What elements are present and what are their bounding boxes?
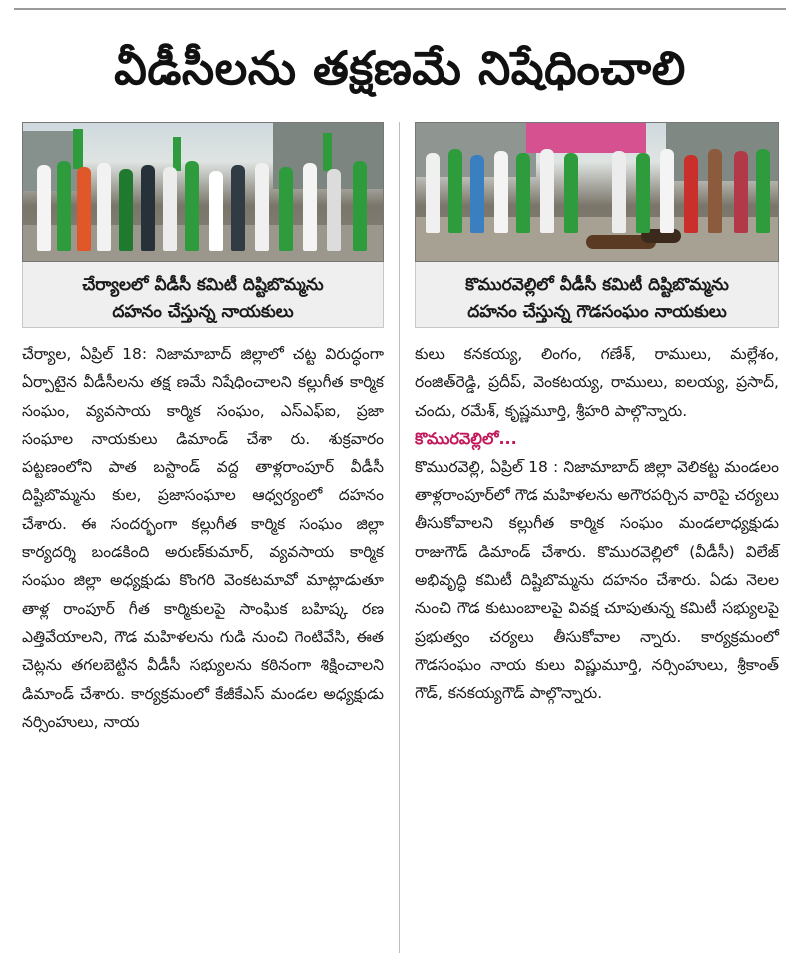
right-caption-line1: కొమురవెల్లిలో వీడీసీ కమిటీ దిష్టిబొమ్మను — [465, 275, 729, 295]
left-photo-caption — [22, 262, 384, 328]
top-rule — [14, 8, 786, 10]
right-photo-caption — [415, 262, 779, 328]
right-body-paragraph: కొమురవెల్లి, ఏప్రిల్ 18 : నిజామాబాద్ జిల్లా వెలికట్ట మండలం తాళ్లరాంపూర్‌లో గౌడ మహిళలను అగౌరపర్చిన వారిపై చర్యలు తీసుకోవాలని కల్లుగీత కార్మిక సంఘం మండలాధ్యక్షుడు రాజుగౌడ్ డిమాండ్ చేశారు. కొమురవెల్లిలో (వీడీసీ) విలేజ్ అభివృద్ధి కమిటీ దిష్టిబొమ్మను దహనం చేశారు. ఏడు నెలల నుంచి గౌడ కుటుంబాలపై వివక్ష చూపుతున్న కమిటీ సభ్యులపై ప్రభుత్వం చర్యలు తీసుకోవాల న్నారు. కార్యక్రమంలో గౌడసంఘం నాయ కులు విష్ణుమూర్తి, నర్సింహులు, శ్రీకాంత్ గౌడ్, కనకయ్యగౌడ్ పాల్గొన్నారు. — [415, 457, 779, 703]
right-body-continued: కులు కనకయ్య, లింగం, గణేశ్, రాములు, మల్లేశం, రంజిత్‌రెడ్డి, ప్రదీప్, వెంకటయ్య, రాములు, ఐలయ్య, ప్రసాద్, చందు, రమేశ్, కృష్ణమూర్తి, శ్రీహరి పాల్గొన్నారు. — [415, 345, 779, 420]
headline: వీడీసీలను తక్షణమే నిషేధించాలి — [114, 41, 686, 95]
right-subhead: కొమురవెల్లిలో... — [415, 428, 517, 448]
left-caption-line2: దహనం చేస్తున్న నాయకులు — [112, 302, 294, 322]
left-photo — [22, 122, 384, 262]
left-caption-line1: చేర్యాలలో వీడీసీ కమిటీ దిష్టిబొమ్మను — [82, 275, 324, 295]
left-body-paragraph: చేర్యాల, ఏప్రిల్ 18: నిజామాబాద్ జిల్లాలో చట్ట విరుద్ధంగా ఏర్పాటైన వీడీసీలను తక్ష ణమే నిషేధించాలని కల్లుగీత కార్మిక సంఘం, వ్యవసాయ కార్మిక సంఘం, ఎస్ఎఫ్ఐ, ప్రజా సంఘాల నాయకులు డిమాండ్ చేశా రు. శుక్రవారం పట్టణంలోని పాత బస్టాండ్ వద్ద తాళ్లరాంపూర్ వీడీసీ దిష్టిబొమ్మను కుల, ప్రజాసంఘాల ఆధ్వర్యంలో దహనం చేశారు. ఈ సందర్భంగా కల్లుగీత కార్మిక సంఘం జిల్లా కార్యదర్శి బండకింది అరుణ్‌కుమార్, వ్యవసాయ కార్మిక సంఘం జిల్లా అధ్యక్షుడు కొంగరి వెంకటమావో మాట్లాడుతూ తాళ్ల రాంపూర్ గీత కార్మికులపై సాంఘిక బహిష్క రణ ఎత్తివేయాలని, గౌడ మహిళలను గుడి నుంచి గెంటివేసి, ఈత చెట్లను తగలబెట్టిన వీడీసీ సభ్యులను కఠినంగా శిక్షించాలని డిమాండ్ చేశారు. కార్యక్రమంలో కేజీకేఎస్ మండల అధ్యక్షుడు నర్సింహులు, నాయ — [22, 345, 384, 731]
left-article-body — [22, 340, 384, 736]
right-caption-line2: దహనం చేస్తున్న గౌడసంఘం నాయకులు — [467, 302, 727, 322]
right-column — [415, 122, 779, 959]
right-photo — [415, 122, 779, 262]
column-divider — [399, 122, 400, 953]
right-article-body — [415, 340, 779, 708]
left-column — [22, 122, 384, 959]
